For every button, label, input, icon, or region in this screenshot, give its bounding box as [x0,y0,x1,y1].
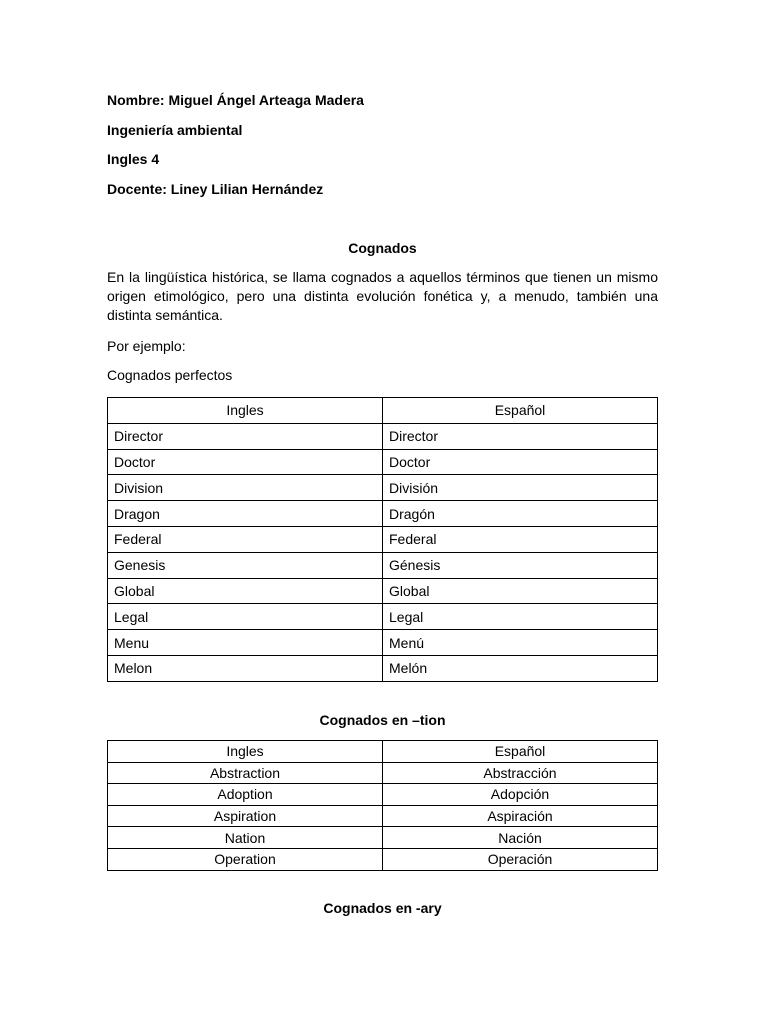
english-cell: Nation [108,827,383,849]
column-header: Español [383,741,658,763]
table-row [108,784,658,806]
english-cell: Federal [108,526,383,552]
english-cell: Legal [108,604,383,630]
spanish-cell: Génesis [383,552,658,578]
table-row [108,578,658,604]
column-header: Ingles [108,398,383,424]
table-row [108,655,658,681]
english-cell: Melon [108,655,383,681]
table-row [108,552,658,578]
english-cell: Global [108,578,383,604]
spanish-cell: Doctor [383,449,658,475]
spanish-cell: Dragón [383,501,658,527]
spanish-cell: División [383,475,658,501]
cognados-title: Cognados [348,240,417,256]
table-row [108,526,658,552]
spanish-cell: Melón [383,655,658,681]
teacher-name: Docente: Liney Lilian Hernández [107,181,324,197]
spanish-cell: Abstracción [383,762,658,784]
table-row [108,501,658,527]
course-name: Ingles 4 [107,151,160,167]
spanish-cell: Global [383,578,658,604]
table-row [108,475,658,501]
spanish-cell: Director [383,423,658,449]
table-header-row [108,741,658,763]
english-cell: Operation [108,848,383,870]
student-name: Nombre: Miguel Ángel Arteaga Madera [107,92,364,108]
program-name: Ingeniería ambiental [107,122,243,138]
english-cell: Menu [108,630,383,656]
spanish-cell: Adopción [383,784,658,806]
spanish-cell: Federal [383,526,658,552]
table-row [108,630,658,656]
tion-cognates-table [107,740,658,871]
table-row [108,805,658,827]
spanish-cell: Nación [383,827,658,849]
english-cell: Doctor [108,449,383,475]
ary-title: Cognados en -ary [323,900,442,916]
table-row [108,827,658,849]
table-row [108,423,658,449]
english-cell: Director [108,423,383,449]
column-header: Español [383,398,658,424]
spanish-cell: Legal [383,604,658,630]
table-row [108,762,658,784]
english-cell: Division [108,475,383,501]
tion-title: Cognados en –tion [319,712,446,728]
spanish-cell: Menú [383,630,658,656]
english-cell: Dragon [108,501,383,527]
spanish-cell: Aspiración [383,805,658,827]
english-cell: Aspiration [108,805,383,827]
english-cell: Abstraction [108,762,383,784]
example-label: Por ejemplo: [107,338,186,354]
cognados-definition: En la lingüística histórica, se llama cognados a aquellos términos que tienen un mismo origen etimológico, pero una distinta evolución fonética y, a menudo, también una distinta semántica. [107,269,658,323]
perfect-cognates-label: Cognados perfectos [107,367,233,383]
english-cell: Adoption [108,784,383,806]
english-cell: Genesis [108,552,383,578]
table-row [108,449,658,475]
table-header-row [108,398,658,424]
column-header: Ingles [108,741,383,763]
table-row [108,848,658,870]
perfect-cognates-table [107,397,658,682]
table-row [108,604,658,630]
spanish-cell: Operación [383,848,658,870]
